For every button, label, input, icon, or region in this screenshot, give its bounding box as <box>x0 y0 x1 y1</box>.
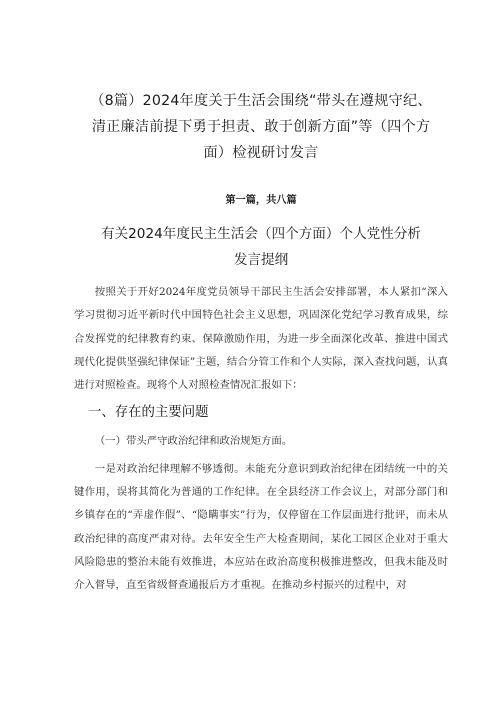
document-title <box>66 88 456 166</box>
section-heading: 一、存在的主要问题 <box>88 405 209 421</box>
title-line-1: （8篇）2024年度关于生活会围绕“带头在遵规守纪、 <box>90 93 432 109</box>
title-line-3: 面）检视研讨发言 <box>203 145 319 161</box>
body-paragraph: 一是对政治纪律理解不够透彻。未能充分意识到政治纪律在团结统一中的关键作用，误将其简化为普通的工作纪律。在全县经济工作会议上，对部分部门和乡镇存在的“弄虚作假”、“隐瞒事实”行为，仅停留在工作层面进行批评，而未从政治纪律的高度严肃对待。去年安全生产大检查期间，某化工园区企业对于重大风险隐患的整治未能有效推进，本应站在政治高度积极推进整改，但我未能及时介入督导，直至省级督查通报后方才重视。在推动乡村振兴的过程中，对 <box>74 462 448 592</box>
intro-paragraph: 按照关于开好2024年度党员领导干部民主生活会安排部署，本人紧扣“深入学习贯彻习近平新时代中国特色社会主义思想，巩固深化党纪学习教育成果，综合发挥党的纪律教育约束、保障激励作用，为进一步全面深化改革、推进中国式现代化提供坚强纪律保证”主题，结合分管工作和个人实际，深入查找问题，认真进行对照检查。现将个人对照检查情况汇报如下： <box>74 286 448 392</box>
subtitle <box>74 221 448 273</box>
title-line-2: 清正廉洁前提下勇于担责、敢于创新方面”等（四个方 <box>91 119 431 135</box>
subtitle-line-1: 有关2024年度民主生活会（四个方面）个人党性分析 <box>100 226 422 242</box>
part-label: 第一篇，共八篇 <box>225 195 297 206</box>
subsection-heading: （一）带头严守政治纪律和政治规矩方面。 <box>94 435 293 448</box>
subtitle-line-2: 发言提纲 <box>233 252 289 268</box>
